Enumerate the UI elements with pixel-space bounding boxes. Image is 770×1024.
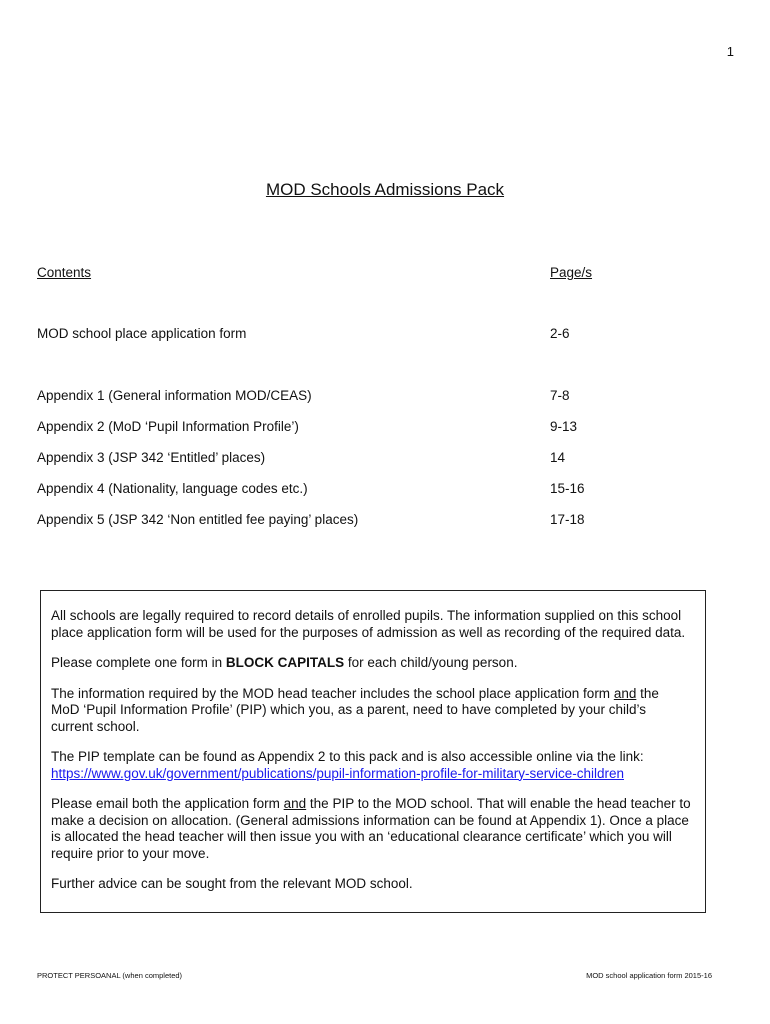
toc-item-pages: 15-16 xyxy=(550,481,585,496)
toc-item-label: Appendix 5 (JSP 342 ‘Non entitled fee paying’ places) xyxy=(37,512,359,527)
info-paragraph xyxy=(51,655,691,672)
pages-header: Page/s xyxy=(550,265,593,280)
toc-item-label: Appendix 2 (MoD ‘Pupil Information Profile’) xyxy=(37,419,299,434)
toc-item-pages: 7-8 xyxy=(550,388,570,403)
info-text: Please email both the application form xyxy=(51,796,284,811)
toc-item-pages: 14 xyxy=(550,450,566,465)
pip-link[interactable]: https://www.gov.uk/government/publications/pupil-information-profile-for-military-service-children xyxy=(51,765,624,781)
toc-item-label: Appendix 4 (Nationality, language codes etc.) xyxy=(37,481,308,496)
info-text: the PIP to the MOD school. That will enable the head teacher to make a decision on allocation. (General admissions information can be found at Appendix 1). Once a place is allocated the head teacher will then issue you with an ‘educational clearance certificate’ which you will require prior to your move. xyxy=(51,796,691,861)
and-emphasis: and xyxy=(613,685,637,701)
info-text: The information required by the MOD head teacher includes the school place application form xyxy=(51,685,614,701)
footer-form-label: MOD school application form 2015-16 xyxy=(586,971,712,980)
footer-protection-label: PROTECT PERSOANAL (when completed) xyxy=(37,971,183,980)
info-text: the MoD ‘Pupil Information Profile’ (PIP) which you, as a parent, need to have completed by your child’s current school. xyxy=(51,685,659,734)
info-paragraph: Further advice can be sought from the relevant MOD school. xyxy=(51,876,413,891)
block-capitals-emphasis: BLOCK CAPITALS xyxy=(225,655,345,670)
toc-item-pages: 17-18 xyxy=(550,512,585,527)
page-number: 1 xyxy=(726,44,734,59)
info-paragraph xyxy=(51,686,691,736)
toc-item-pages: 9-13 xyxy=(550,419,578,434)
document-title: MOD Schools Admissions Pack xyxy=(265,180,505,199)
info-paragraph xyxy=(51,749,691,782)
info-paragraph xyxy=(51,796,691,862)
toc-item-pages: 2-6 xyxy=(550,326,570,341)
info-box xyxy=(40,590,706,913)
info-text: for each child/young person. xyxy=(344,655,518,670)
info-paragraph: All schools are legally required to record details of enrolled pupils. The information supplied on this school place application form will be used for the purposes of admission as well as recording of the required data. xyxy=(51,608,686,640)
contents-header: Contents xyxy=(37,265,92,280)
toc-item-label: MOD school place application form xyxy=(37,326,247,341)
toc-item-label: Appendix 3 (JSP 342 ‘Entitled’ places) xyxy=(37,450,266,465)
and-emphasis: and xyxy=(283,796,307,811)
info-text: Please complete one form in xyxy=(51,655,226,670)
info-text: The PIP template can be found as Appendix 2 to this pack and is also accessible online via the link: xyxy=(51,749,644,764)
toc-item-label: Appendix 1 (General information MOD/CEAS) xyxy=(37,388,312,403)
